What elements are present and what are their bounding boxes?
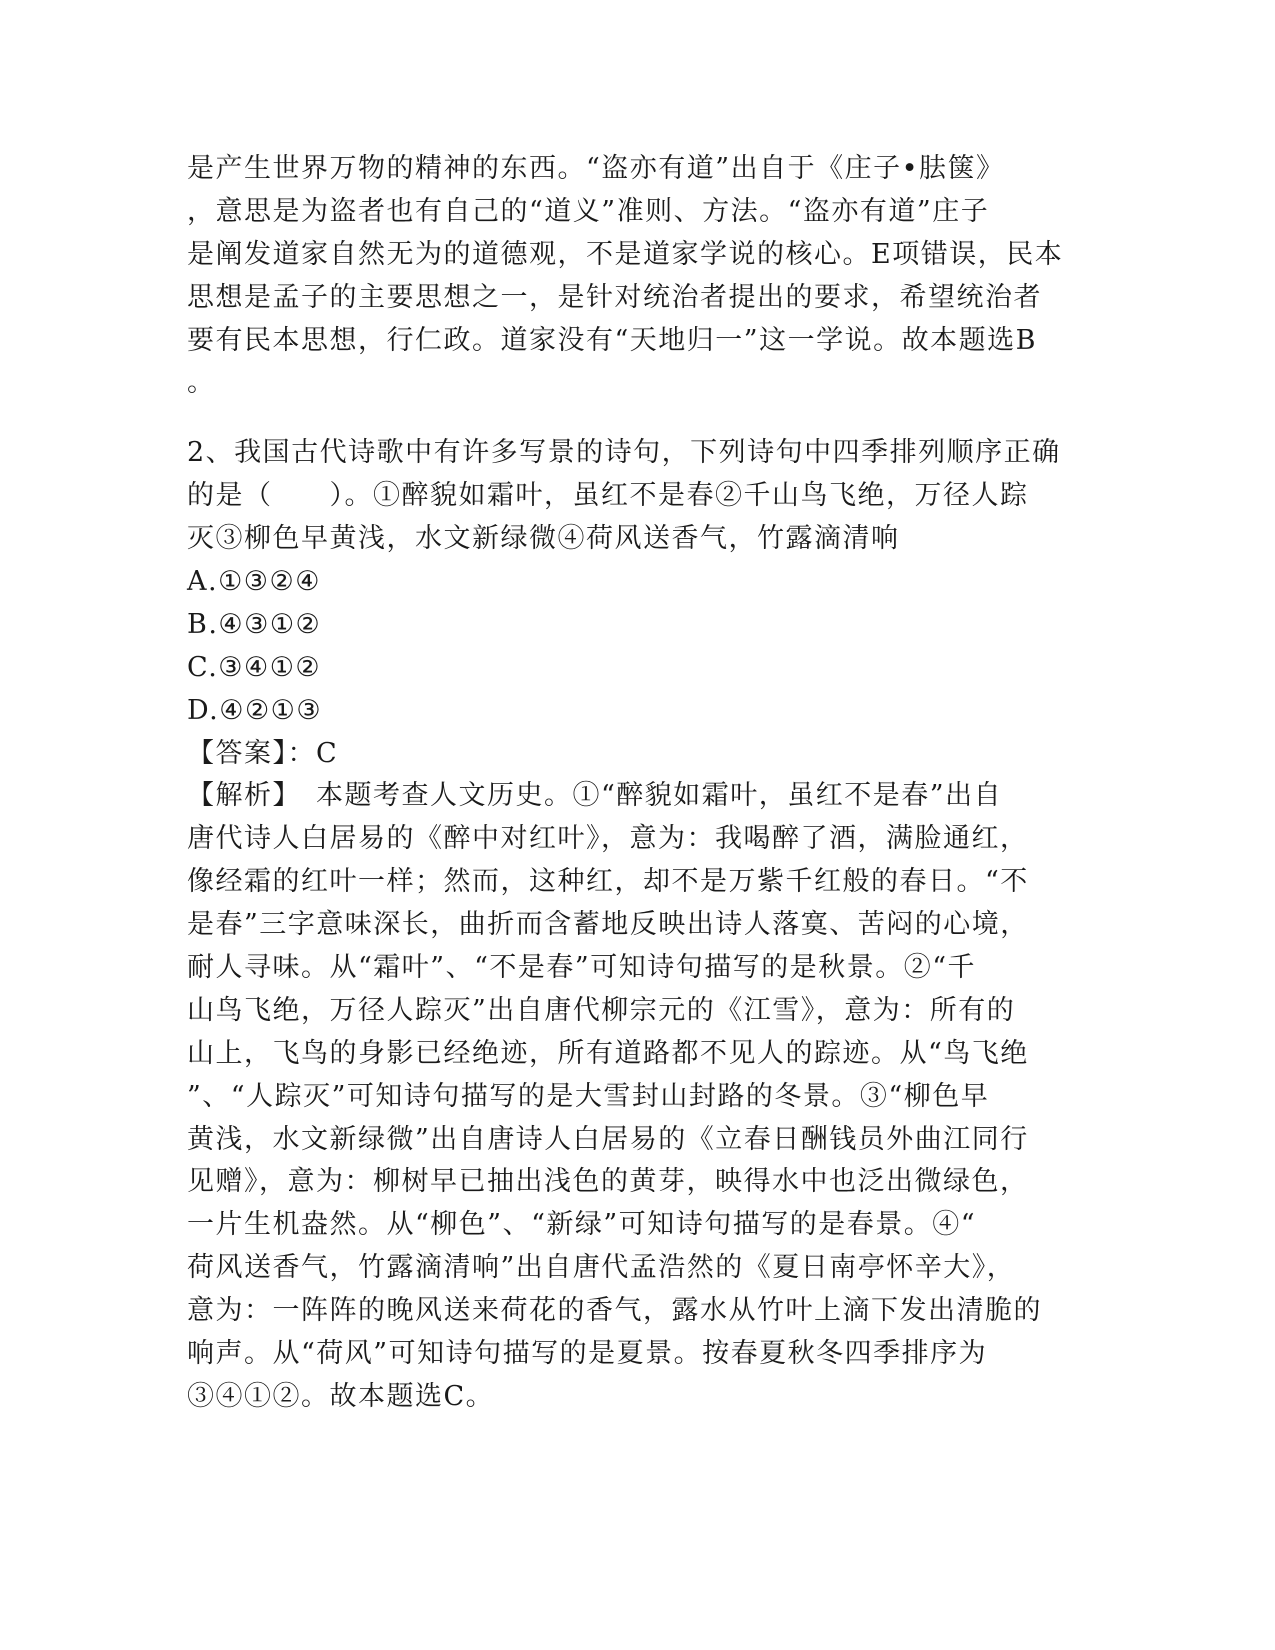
analysis-line: 【解析】 本题考查人文历史。①“醉貌如霜叶，虽红不是春”出自: [187, 780, 1003, 812]
analysis-line: 耐人寻味。从“霜叶”、“不是春”可知诗句描写的是秋景。②“千: [187, 952, 977, 984]
stem-line: 灭③柳色早黄浅，水文新绿微④荷风送香气，竹露滴清响: [187, 523, 900, 555]
analysis-line: 一片生机盎然。从“柳色”、“新绿”可知诗句描写的是春景。④“: [187, 1209, 977, 1241]
paragraph-gap: [187, 405, 1057, 432]
text-line: 是阐发道家自然无为的道德观，不是道家学说的核心。E项错误，民本: [187, 238, 1064, 270]
analysis-line: 像经霜的红叶一样；然而，这种红，却不是万紫千红般的春日。“不: [187, 866, 1029, 898]
text-line: 要有民本思想，行仁政。道家没有“天地归一”这一学说。故本题选B: [187, 324, 1037, 356]
analysis-line: 意为：一阵阵的晚风送来荷花的香气，露水从竹叶上滴下发出清脆的: [187, 1295, 1042, 1327]
analysis-line: 黄浅，水文新绿微”出自唐诗人白居易的《立春日酬钱员外曲江同行: [187, 1123, 1029, 1155]
analysis-line: 荷风送香气，竹露滴清响”出自唐代孟浩然的《夏日南亭怀辛大》，: [187, 1252, 1016, 1284]
analysis-line: ”、“人踪灭”可知诗句描写的是大雪封山封路的冬景。③“柳色早: [187, 1080, 990, 1112]
analysis-line: ③④①②。故本题选C。: [187, 1380, 495, 1412]
analysis-line: 见赠》，意为：柳树早已抽出浅色的黄芽，映得水中也泛出微绿色，: [187, 1166, 1029, 1198]
option-d: D.④②①③: [187, 694, 323, 726]
analysis-line: 唐代诗人白居易的《醉中对红叶》，意为：我喝醉了酒，满脸通红，: [187, 823, 1029, 855]
analysis-line: 山上，飞鸟的身影已经绝迹，所有道路都不见人的踪迹。从“鸟飞绝: [187, 1037, 1029, 1069]
option-b: B.④③①②: [187, 608, 322, 640]
analysis-line: 响声。从“荷风”可知诗句描写的是夏景。按春夏秋冬四季排序为: [187, 1338, 988, 1370]
stem-line: 2、我国古代诗歌中有许多写景的诗句，下列诗句中四季排列顺序正确: [187, 437, 1061, 469]
text-line: 是产生世界万物的精神的东西。“盗亦有道”出自于《庄子•胠箧》: [187, 153, 1005, 184]
analysis: [187, 775, 1057, 1418]
analysis-line: 是春”三字意味深长，曲折而含蓄地反映出诗人落寞、苦闷的心境，: [187, 909, 1029, 941]
stem-line: 的是（ ）。①醉貌如霜叶，虽红不是春②千山鸟飞绝，万径人踪: [187, 480, 1029, 512]
text-line: 思想是孟子的主要思想之一，是针对统治者提出的要求，希望统治者: [187, 281, 1042, 313]
option-c: C.③④①②: [187, 651, 322, 683]
analysis-line: 山鸟飞绝，万径人踪灭”出自唐代柳宗元的《江雪》，意为：所有的: [187, 994, 1016, 1026]
document-body: [187, 148, 1064, 1419]
question-2: [187, 432, 1061, 1418]
previous-analysis-continuation: [187, 148, 1064, 405]
text-line: ，意思是为盗者也有自己的“道义”准则、方法。“盗亦有道”庄子: [187, 195, 990, 227]
question-stem: [187, 432, 1061, 561]
option-a: A.①③②④: [187, 566, 321, 598]
answer-line: 【答案】：C: [187, 737, 339, 769]
answer-options: [187, 561, 1057, 733]
text-line: 。: [187, 367, 216, 399]
